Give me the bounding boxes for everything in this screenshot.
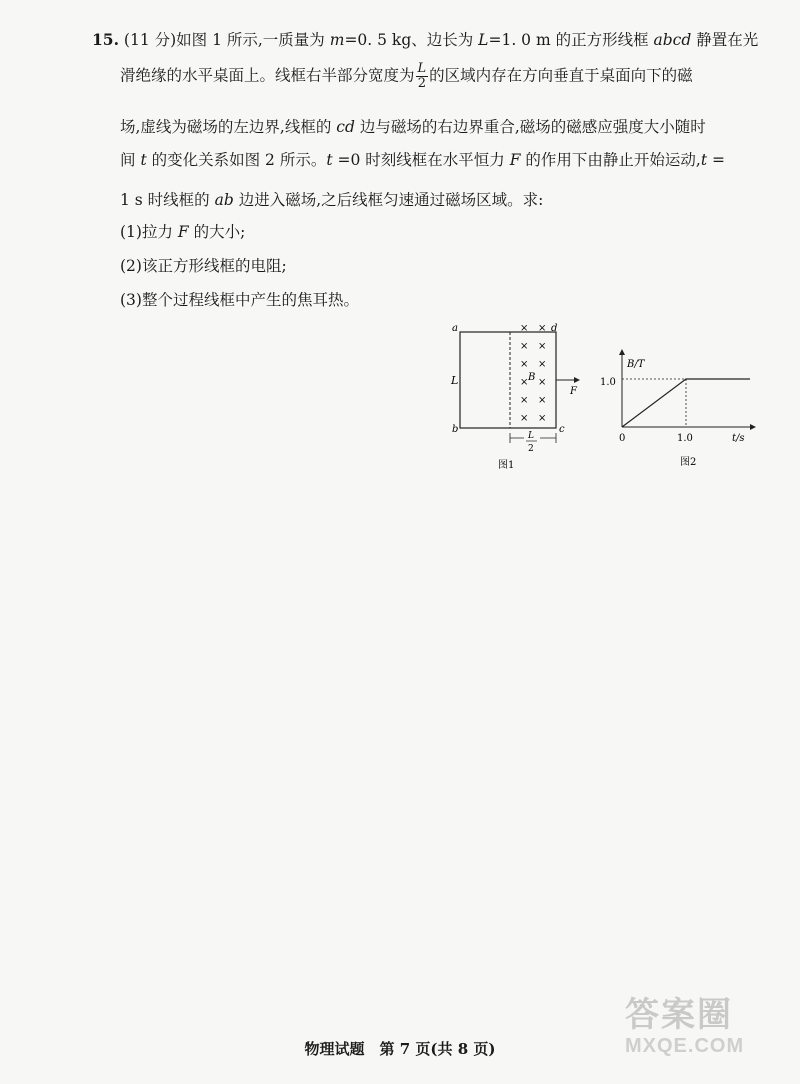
figure-1-caption: 图1 (498, 460, 515, 471)
field-cross: × (538, 413, 547, 424)
x-tick-label: 1.0 (677, 433, 693, 444)
field-cross: × (520, 341, 529, 352)
figure-1 (446, 318, 586, 478)
field-cross: × (520, 323, 529, 334)
field-cross: × (520, 377, 529, 388)
sub-question-1: (1)拉力 F 的大小; (120, 223, 246, 241)
field-cross: × (520, 359, 529, 370)
width-label-den: 2 (528, 444, 534, 454)
question-line-3: 场,虚线为磁场的左边界,线框的 cd 边与磁场的右边界重合,磁场的磁感应强度大小随时 (120, 118, 706, 136)
watermark-logo (625, 995, 775, 1077)
question-line-4: 间 t 的变化关系如图 2 所示。t =0 时刻线框在水平恒力 F 的作用下由静止开始运动,t = (120, 151, 725, 169)
force-arrow-head (574, 377, 580, 383)
width-label-num: L (528, 431, 534, 441)
fraction-l-over-2: $\frac{L}{2}$ (417, 61, 427, 91)
y-axis-label: B/T (627, 359, 645, 370)
field-cross: × (520, 413, 529, 424)
y-axis-arrow (619, 349, 625, 355)
page-footer: 物理试题 第 7 页(共 8 页) (304, 1040, 496, 1058)
force-label: F (570, 386, 577, 397)
corner-c-label: c (559, 424, 565, 435)
sub-question-2: (2)该正方形线框的电阻; (120, 257, 287, 275)
watermark-top-text: 答案圈 (625, 995, 733, 1035)
y-tick-label: 1.0 (600, 377, 616, 388)
field-cross: × (538, 377, 547, 388)
field-b-label: B (528, 372, 536, 383)
origin-label: 0 (619, 433, 626, 444)
field-cross: × (520, 395, 529, 406)
question-line-2: 滑绝缘的水平桌面上。线框右半部分宽度为 $\frac{L}{2}$ 的区域内存在方向垂直于桌面向下的磁 (120, 61, 693, 91)
x-axis-arrow (750, 424, 756, 430)
watermark-bottom-text: MXQE.COM (625, 1035, 745, 1057)
field-cross: × (538, 359, 547, 370)
question-line-5: 1 s 时线框的 ab 边进入磁场,之后线框匀速通过磁场区域。求: (120, 191, 544, 209)
question-number: 15. (92, 30, 119, 49)
corner-b-label: b (452, 424, 459, 435)
field-cross: × (538, 395, 547, 406)
side-length-label: L (451, 374, 459, 387)
sub-question-3: (3)整个过程线框中产生的焦耳热。 (120, 291, 359, 309)
x-axis-label: t/s (732, 433, 745, 444)
corner-d-label: d (551, 323, 558, 334)
figure-2-caption: 图2 (680, 457, 697, 468)
field-cross: × (538, 323, 547, 334)
question-line-1: 15. (11 分)如图 1 所示,一质量为 m=0. 5 kg、边长为 L=1. 0 m 的正方形线框 abcd 静置在光 (92, 30, 759, 49)
field-cross: × (538, 341, 547, 352)
figure-2 (600, 345, 760, 475)
corner-a-label: a (452, 323, 458, 334)
